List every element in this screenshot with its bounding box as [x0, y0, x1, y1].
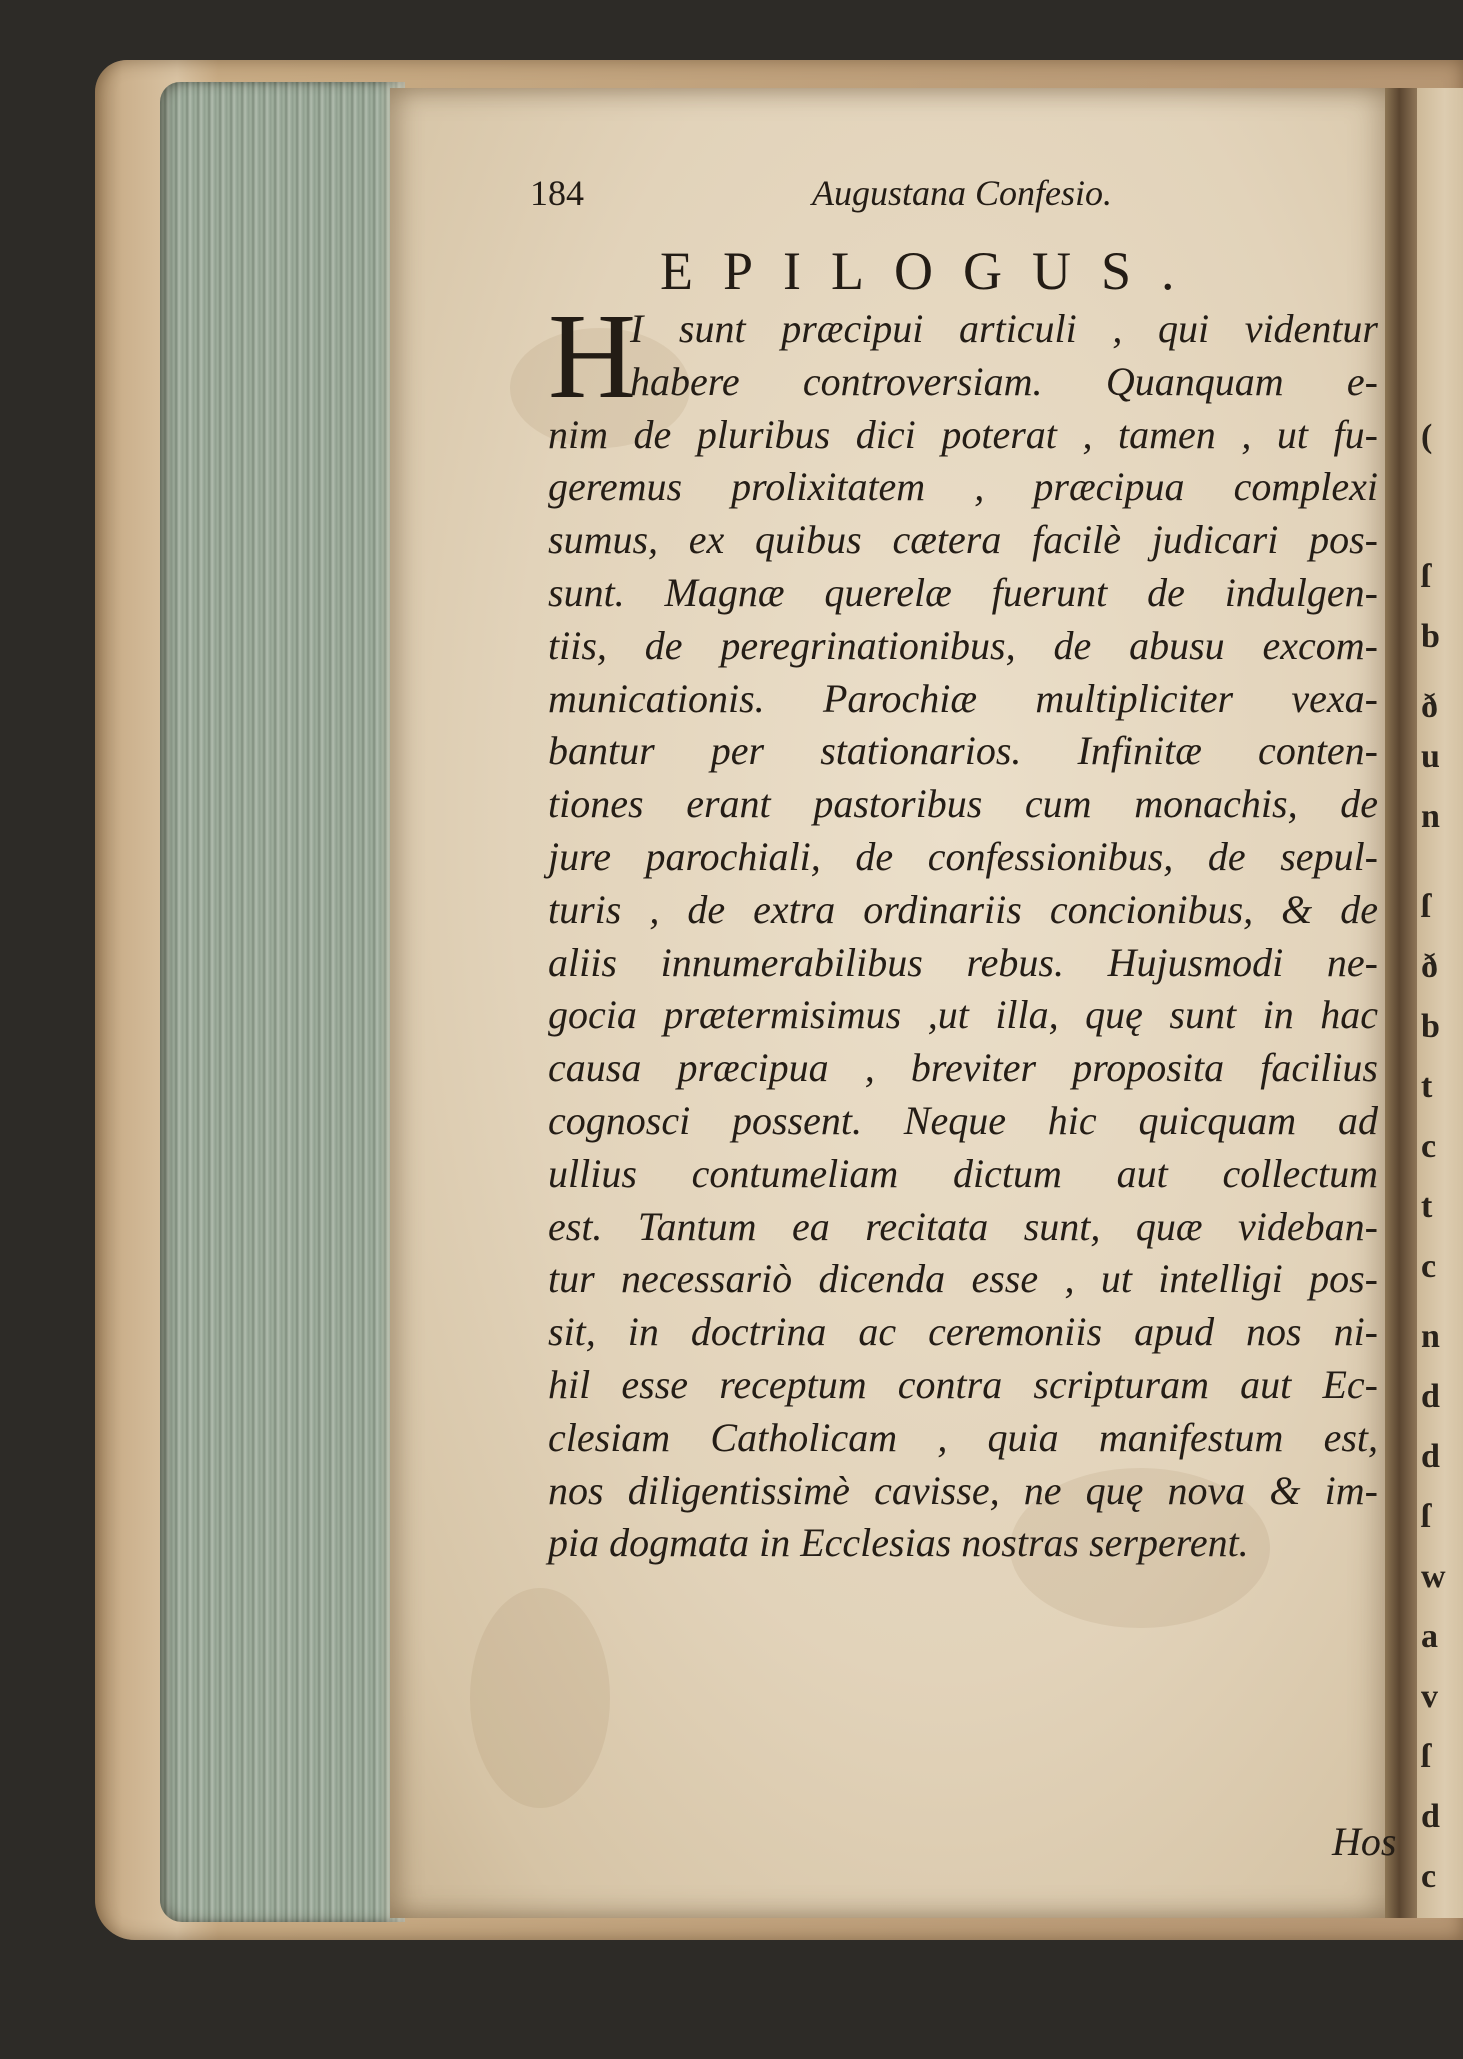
running-head: Augustana Confesio.: [812, 173, 1113, 213]
text-line: aliis innumerabilibus rebus. Hujusmodi ne-: [548, 939, 1378, 985]
text-line: cognosci possent. Neque hic quicquam ad: [548, 1097, 1378, 1143]
text-line: ullius contumeliam dictum aut collectum: [548, 1150, 1378, 1196]
text-line: nim de pluribus dici poterat , tamen , ut fu-: [548, 411, 1378, 457]
text-line: turis , de extra ordinariis concionibus, & de: [548, 886, 1378, 932]
text-line: I sunt præcipui articuli , qui videntur: [630, 306, 1378, 351]
body-text: [548, 303, 1378, 1570]
text-line: gocia prætermisimus ,ut illa, quę sunt in hac: [548, 992, 1378, 1038]
text-line: tiis, de peregrinationibus, de abusu excom-: [548, 622, 1378, 668]
text-line: clesiam Catholicam , quia manifestum est,: [548, 1414, 1378, 1460]
text-line: pia dogmata in Ecclesias nostras serperent.: [548, 1520, 1249, 1566]
drop-cap-initial: H: [548, 289, 637, 424]
facing-page-fragment: ( ſ b ð u n ſ ð b t c t c n d d ſ w a v ſ d c: [1417, 88, 1463, 1918]
book-gutter: [1385, 88, 1417, 1918]
text-line: municationis. Parochiæ multipliciter vexa-: [548, 675, 1378, 721]
text-line: nos diligentissimè cavisse, ne quę nova & im-: [548, 1467, 1378, 1513]
page-header: [530, 172, 1350, 222]
page-edges: [160, 82, 405, 1922]
page-number: 184: [530, 173, 584, 213]
text-line: tiones erant pastoribus cum monachis, de: [548, 781, 1378, 827]
text-line: sunt. Magnæ querelæ fuerunt de indulgen-: [548, 569, 1378, 615]
section-title: EPILOGUS.: [660, 241, 1205, 301]
text-line: sit, in doctrina ac ceremoniis apud nos ni-: [548, 1309, 1378, 1355]
text-line: causa præcipua , breviter proposita facilius: [548, 1045, 1378, 1091]
text-line: tur necessariò dicenda esse , ut intelligi pos-: [548, 1256, 1378, 1302]
text-line: bantur per stationarios. Infinitæ conten-: [548, 728, 1378, 774]
text-line: geremus prolixitatem , præcipua complexi: [548, 464, 1378, 510]
catchword: Hos: [1332, 1819, 1397, 1864]
text-line: est. Tantum ea recitata sunt, quæ videban-: [548, 1203, 1378, 1249]
text-line: sumus, ex quibus cætera facilè judicari pos-: [548, 517, 1378, 563]
text-line: hil esse receptum contra scripturam aut Ec-: [548, 1361, 1378, 1407]
text-line: jure parochiali, de confessionibus, de sepul-: [548, 833, 1378, 879]
text-line: habere controversiam. Quanquam e-: [630, 358, 1378, 404]
